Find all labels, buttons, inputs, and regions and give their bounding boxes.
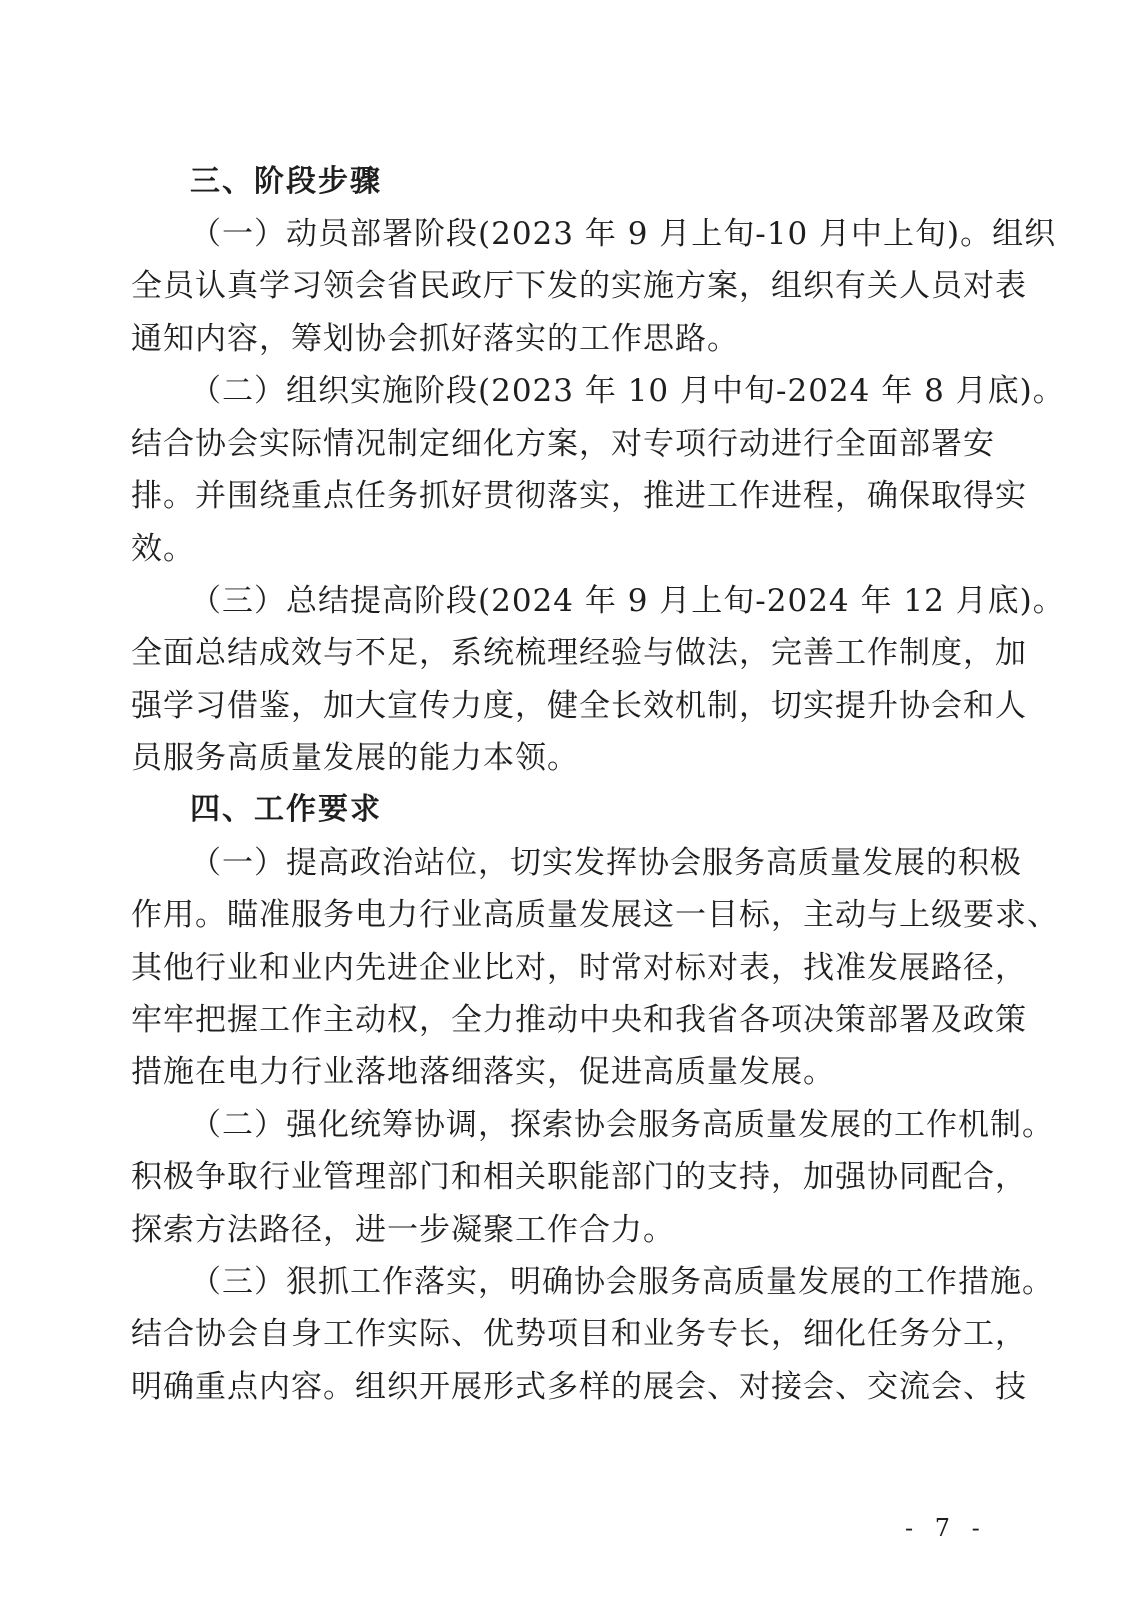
paragraph-line: 作用。瞄准服务电力行业高质量发展这一目标，主动与上级要求、 — [131, 897, 1059, 933]
page-number: - 7 - — [905, 1514, 987, 1542]
paragraph-line: 全面总结成效与不足，系统梳理经验与做法，完善工作制度，加 — [131, 635, 1027, 671]
paragraph-line: 员服务高质量发展的能力本领。 — [131, 740, 579, 776]
paragraph-line: （二）强化统筹协调，探索协会服务高质量发展的工作机制。 — [190, 1107, 1054, 1143]
paragraph-line: 效。 — [131, 531, 195, 567]
paragraph-line: （一）提高政治站位，切实发挥协会服务高质量发展的积极 — [190, 845, 1022, 881]
paragraph-line: 牢牢把握工作主动权，全力推动中央和我省各项决策部署及政策 — [131, 1002, 1027, 1038]
paragraph-line: 排。并围绕重点任务抓好贯彻落实，推进工作进程，确保取得实 — [131, 478, 1027, 514]
section-heading-requirements: 四、工作要求 — [190, 792, 382, 827]
paragraph-line: 结合协会自身工作实际、优势项目和业务专长，细化任务分工， — [131, 1316, 1027, 1352]
paragraph-line: 积极争取行业管理部门和相关职能部门的支持，加强协同配合， — [131, 1159, 1027, 1195]
paragraph-line: 其他行业和业内先进企业比对，时常对标对表，找准发展路径， — [131, 950, 1027, 986]
paragraph-line: 结合协会实际情况制定细化方案，对专项行动进行全面部署安 — [131, 426, 995, 462]
paragraph-line: （一）动员部署阶段(2023 年 9 月上旬-10 月中上旬)。组织 — [190, 216, 1057, 252]
paragraph-line: 通知内容，筹划协会抓好落实的工作思路。 — [131, 321, 739, 357]
paragraph-line: 措施在电力行业落地落细落实，促进高质量发展。 — [131, 1054, 835, 1090]
paragraph-line: 强学习借鉴，加大宣传力度，健全长效机制，切实提升协会和人 — [131, 688, 1027, 724]
paragraph-line: 探索方法路径，进一步凝聚工作合力。 — [131, 1212, 675, 1248]
section-heading-stages: 三、阶段步骤 — [190, 164, 382, 199]
paragraph-line: 明确重点内容。组织开展形式多样的展会、对接会、交流会、技 — [131, 1369, 1027, 1405]
paragraph-line: （二）组织实施阶段(2023 年 10 月中旬-2024 年 8 月底)。 — [190, 373, 1065, 409]
paragraph-line: （三）狠抓工作落实，明确协会服务高质量发展的工作措施。 — [190, 1264, 1054, 1300]
paragraph-line: （三）总结提高阶段(2024 年 9 月上旬-2024 年 12 月底)。 — [190, 583, 1065, 619]
paragraph-line: 全员认真学习领会省民政厅下发的实施方案，组织有关人员对表 — [131, 268, 1027, 304]
